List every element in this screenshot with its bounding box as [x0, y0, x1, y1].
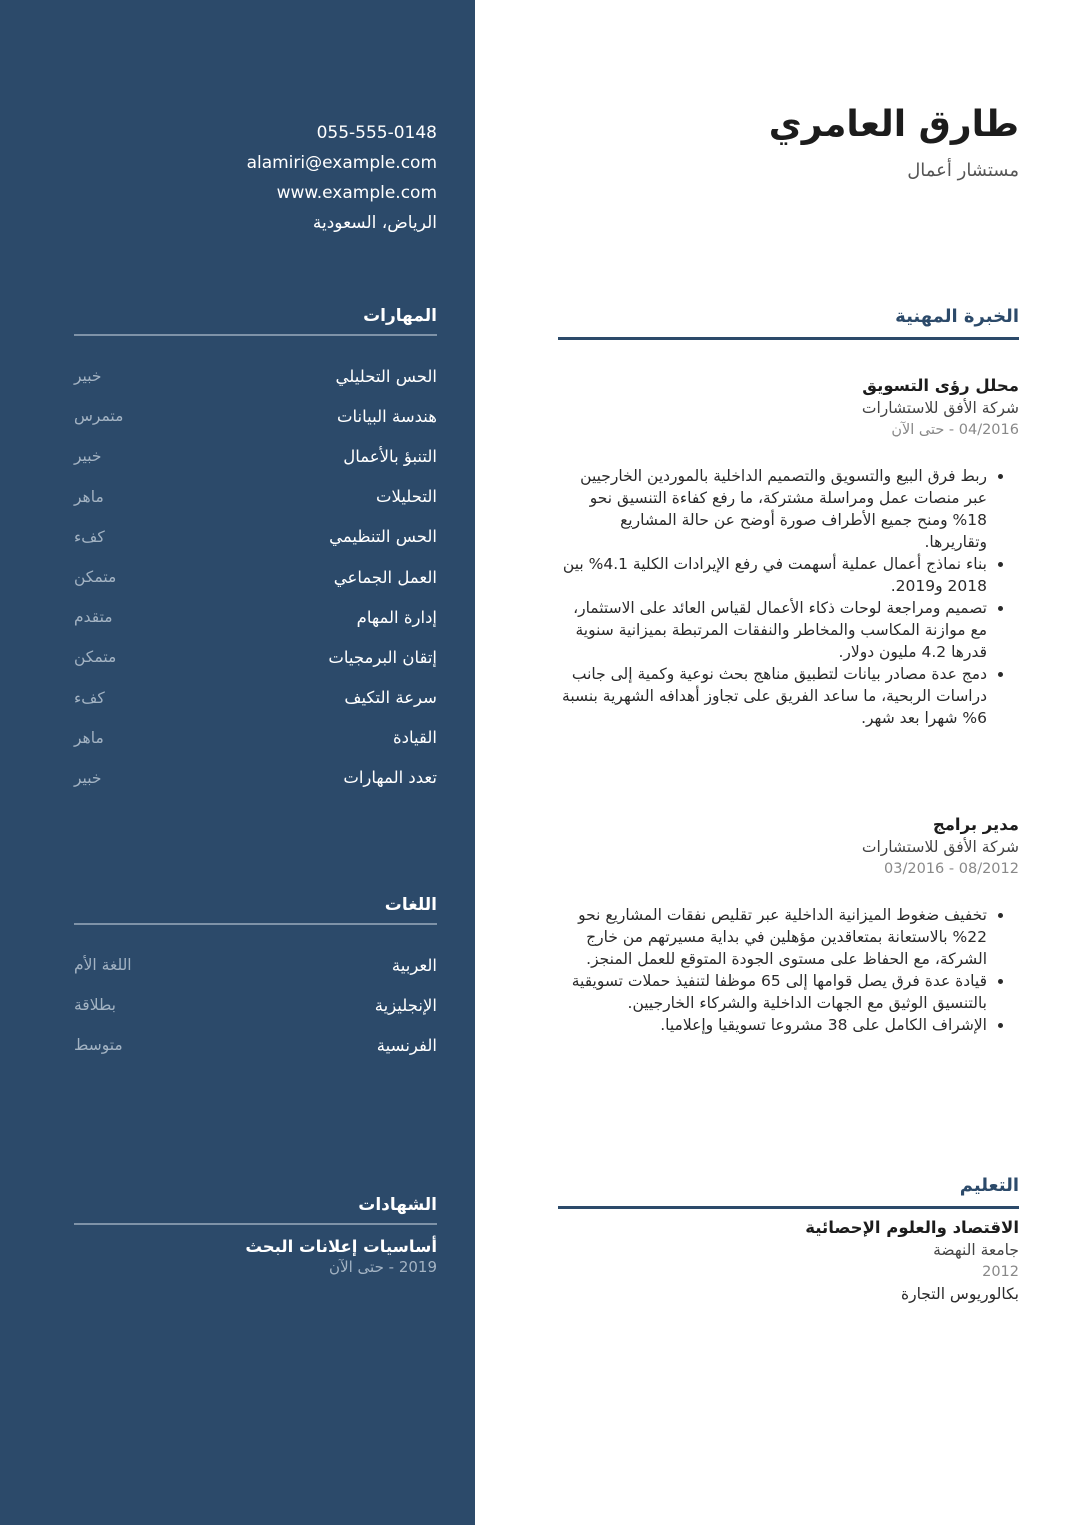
- job-bullet: • تخفيف ضغوط الميزانية الداخلية عبر تقليص نفقات المشاريع نحو 22% بالاستعانة بمتعاقدين مؤهلين في بداية مسيرتهم من خارج الشركة، مع الحفاظ على مستوى الجودة المتوقع للعمل المنجز.: [558, 904, 987, 970]
- skill-row: [74, 718, 437, 758]
- skill-level: متمكن: [74, 648, 117, 667]
- education-degree: الاقتصاد والعلوم الإحصائية: [805, 1218, 1019, 1237]
- skill-level: خبير: [74, 367, 102, 386]
- education-school: جامعة النهضة: [933, 1241, 1019, 1259]
- job-entry: [558, 814, 1019, 1036]
- education-degree-type: بكالوريوس التجارة: [900, 1285, 1019, 1303]
- skill-name: التنبؤ بالأعمال: [343, 446, 437, 466]
- languages-heading: اللغات: [74, 895, 437, 925]
- skill-row: [74, 396, 437, 436]
- education-heading: التعليم: [558, 1175, 1019, 1209]
- certifications-heading: الشهادات: [74, 1195, 437, 1225]
- job-bullets: [558, 904, 1019, 1036]
- skill-name: الحس التنظيمي: [329, 527, 437, 547]
- skill-level: ماهر: [74, 728, 104, 747]
- job-bullets: [558, 465, 1019, 729]
- candidate-title: مستشار أعمال: [907, 160, 1019, 181]
- language-level: متوسط: [74, 1036, 123, 1055]
- language-name: العربية: [391, 955, 437, 975]
- job-dates: 08/2012 - 03/2016: [884, 861, 1019, 877]
- contact-email[interactable]: alamiri@example.com: [246, 153, 437, 173]
- language-row: [74, 945, 437, 985]
- language-row: [74, 985, 437, 1025]
- contact-phone[interactable]: 055-555-0148: [316, 123, 437, 143]
- skill-row: [74, 758, 437, 798]
- experience-section: [558, 306, 1019, 340]
- job-bullet: • ربط فرق البيع والتسويق والتصميم الداخلية بالموردين الخارجيين عبر منصات عمل ومراسلة مشتركة، ما رفع كفاءة التنسيق نحو 18% ومنح جميع الأطراف صورة أوضح عن حالة المشاريع وتقاريرها.: [558, 465, 987, 553]
- skill-name: إدارة المهام: [356, 607, 437, 627]
- skill-name: القيادة: [393, 728, 437, 748]
- main-content: [558, 0, 1019, 1525]
- job-bullet: • قيادة عدة فرق يصل قوامها إلى 65 موظفا لتنفيذ حملات تسويقية بالتنسيق الوثيق مع الجهات الداخلية والشركاء الخارجيين.: [558, 970, 987, 1014]
- languages-section: [74, 895, 437, 1066]
- skill-name: الحس التحليلي: [335, 366, 437, 386]
- skill-level: ماهر: [74, 487, 104, 506]
- skill-row: [74, 637, 437, 677]
- skill-name: سرعة التكيف: [344, 688, 437, 708]
- skills-list: [74, 356, 437, 798]
- job-bullet: • تصميم ومراجعة لوحات ذكاء الأعمال لقياس العائد على الاستثمار، مع موازنة المكاسب والمخاطر والنفقات المرتبطة بميزانية سنوية قدرها 4.2 مليون دولار.: [558, 597, 987, 663]
- language-name: الإنجليزية: [374, 995, 437, 1015]
- job-company: شركة الأفق للاستشارات: [861, 838, 1019, 856]
- job-role: محلل رؤى التسويق: [862, 376, 1019, 395]
- job-bullet: • الإشراف الكامل على 38 مشروعا تسويقيا وإعلاميا.: [558, 1014, 987, 1036]
- skill-row: [74, 517, 437, 557]
- language-name: الفرنسية: [376, 1035, 437, 1055]
- skill-level: متقدم: [74, 608, 113, 627]
- experience-heading: الخبرة المهنية: [558, 306, 1019, 340]
- skills-section: [74, 306, 437, 798]
- language-level: اللغة الأم: [74, 956, 132, 975]
- job-role: مدير برامج: [932, 815, 1019, 834]
- skill-level: متمرس: [74, 407, 124, 426]
- sidebar: [0, 0, 475, 1525]
- skill-level: كفء: [74, 527, 105, 546]
- education-section: [558, 1175, 1019, 1305]
- skill-name: إتقان البرمجيات: [328, 647, 437, 667]
- job-bullet: • بناء نماذج أعمال عملية أسهمت في رفع الإيرادات الكلية 4.1% بين 2018 و2019.: [558, 553, 987, 597]
- language-level: بطلاقة: [74, 996, 116, 1015]
- skill-level: كفء: [74, 688, 105, 707]
- job-entry: [558, 375, 1019, 729]
- job-dates: 04/2016 - حتى الآن: [891, 422, 1019, 438]
- skill-row: [74, 436, 437, 476]
- skill-row: [74, 477, 437, 517]
- skill-row: [74, 678, 437, 718]
- candidate-name: طارق العامري: [768, 104, 1019, 145]
- languages-list: [74, 945, 437, 1066]
- contact-block: [57, 118, 437, 238]
- skill-row: [74, 597, 437, 637]
- skill-row: [74, 557, 437, 597]
- language-row: [74, 1025, 437, 1065]
- job-bullet: • دمج عدة مصادر بيانات لتطبيق مناهج بحث نوعية وكمية إلى جانب دراسات الربحية، ما ساعد الفريق على تجاوز أهدافه الشهرية بنسبة 6% شهرا بعد شهر.: [558, 663, 987, 729]
- certification-title: أساسيات إعلانات البحث: [245, 1237, 437, 1256]
- skill-level: خبير: [74, 768, 102, 787]
- skill-level: خبير: [74, 447, 102, 466]
- contact-location: الرياض، السعودية: [312, 213, 437, 233]
- education-year: 2012: [982, 1264, 1019, 1280]
- certification-date: 2019 - حتى الآن: [329, 1258, 437, 1276]
- skill-row: [74, 356, 437, 396]
- skill-name: هندسة البيانات: [336, 406, 437, 426]
- skill-name: العمل الجماعي: [333, 567, 437, 587]
- skill-name: تعدد المهارات: [343, 768, 437, 788]
- skill-name: التحليلات: [375, 487, 437, 507]
- contact-website[interactable]: www.example.com: [276, 183, 437, 203]
- skills-heading: المهارات: [74, 306, 437, 336]
- certifications-section: [74, 1195, 437, 1276]
- job-company: شركة الأفق للاستشارات: [861, 399, 1019, 417]
- skill-level: متمكن: [74, 568, 117, 587]
